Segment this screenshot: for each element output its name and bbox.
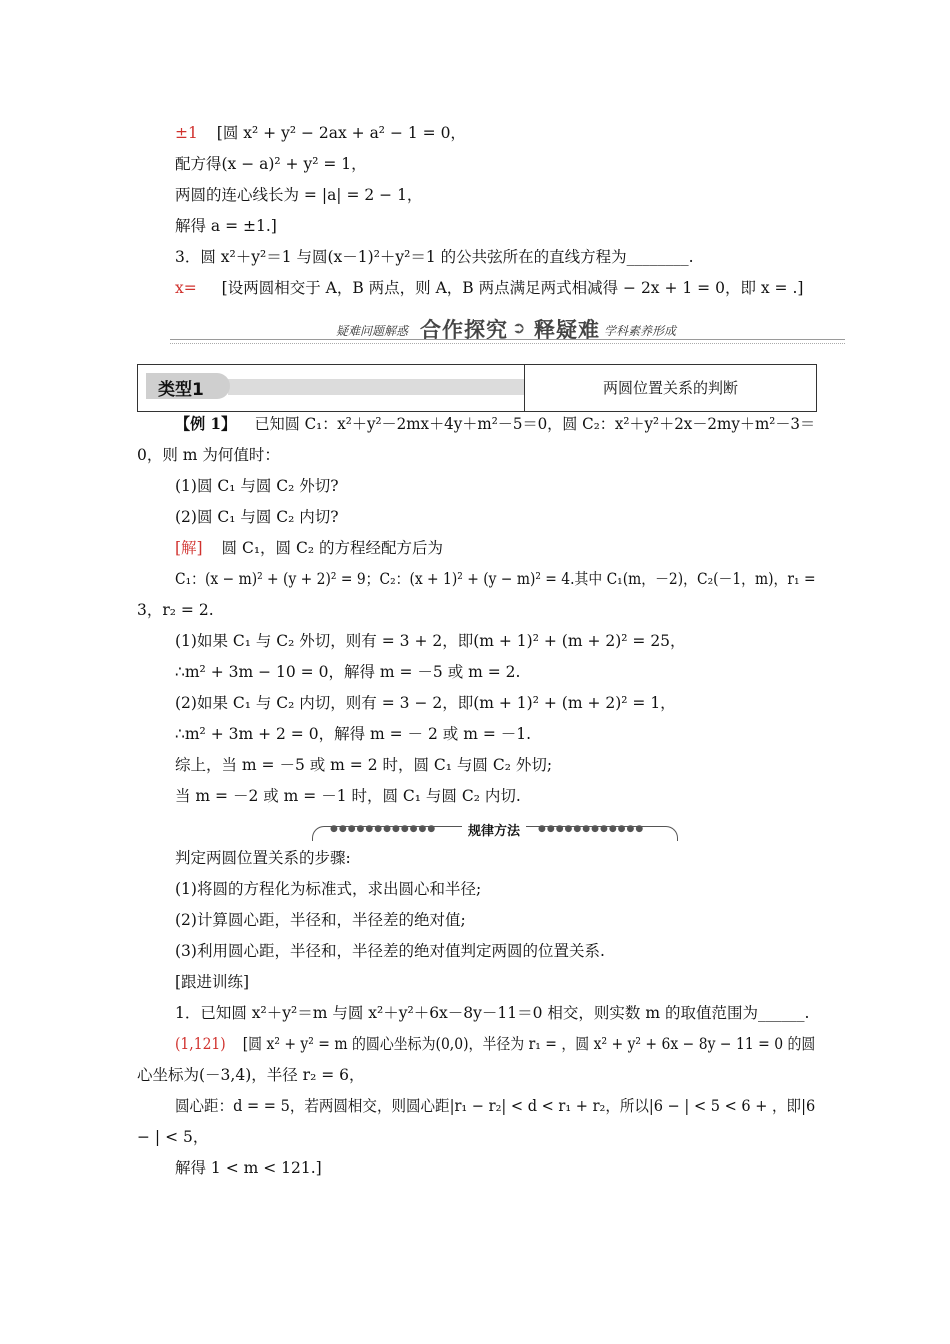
question-3: 3．圆 x²＋y²＝1 与圆(x－1)²＋y²＝1 的公共弦所在的直线方程为________. [175, 248, 694, 266]
answer-value: x= [175, 279, 197, 297]
method-line-1: (1)将圆的方程化为标准式，求出圆心和半径; [175, 880, 482, 898]
example-part-1: (1)圆 C₁ 与圆 C₂ 外切? [175, 477, 339, 495]
answer-line-4: 解得 a = ±1.] [175, 217, 277, 235]
banner-left-caption: 疑难问题解惑 [336, 324, 409, 338]
solution-label: [解] [175, 539, 203, 557]
solution-line-5: ∴m² + 3m − 10 = 0，解得 m = －5 或 m = 2. [175, 663, 521, 681]
answer-value: ±1 [175, 124, 198, 142]
method-line-2: (2)计算圆心距，半径和，半径差的绝对值; [175, 911, 466, 929]
solution-line-4: (1)如果 C₁ 与 C₂ 外切，则有 = 3 + 2，即(m + 1)² + (m + 2)² = 25， [175, 632, 686, 650]
practice-answer-line-3: 圆心距：d = = 5，若两圆相交，则圆心距|r₁ − r₂| < d < r₁ + r₂，所以|6 − | < 5 < 6 + ，即|6 [175, 1097, 816, 1115]
banner-rule [170, 339, 845, 340]
type-title: 两圆位置关系的判断 [602, 379, 738, 397]
type-tag: 类型1 [158, 380, 204, 400]
banner-title-a: 合作探究 [420, 318, 508, 342]
section-banner [170, 314, 845, 344]
solution-text: 圆 C₁，圆 C₂ 的方程经配方后为 [221, 539, 443, 557]
method-line-3: (3)利用圆心距，半径和，半径差的绝对值判定两圆的位置关系. [175, 942, 605, 960]
example-part-2: (2)圆 C₁ 与圆 C₂ 内切? [175, 508, 339, 526]
banner-right-caption: 学科素养形成 [604, 324, 677, 338]
practice-question-1: 1．已知圆 x²＋y²＝m 与圆 x²＋y²＋6x－8y－11＝0 相交，则实数 m 的取值范围为______. [175, 1004, 810, 1022]
type-tag-area [138, 365, 524, 411]
banner-title-b: 释疑难 [534, 318, 600, 342]
solution-line-7: ∴m² + 3m + 2 = 0，解得 m = － 2 或 m = －1. [175, 725, 532, 743]
example-text: 已知圆 C₁：x²＋y²－2mx＋4y＋m²－5＝0，圆 C₂：x²＋y²＋2x－2my＋m²－3＝ [254, 415, 816, 433]
solution-line-8: 综上，当 m = －5 或 m = 2 时，圆 C₁ 与圆 C₂ 外切; [175, 756, 553, 774]
practice-answer-line-2: 心坐标为(－3,4)，半径 r₂ = 6， [137, 1066, 365, 1084]
example-line-1 [175, 414, 815, 434]
answer-3-line [175, 278, 803, 298]
type-band [228, 379, 524, 395]
practice-answer-value: (1,121) [175, 1035, 226, 1053]
solution-line-3: 3，r₂ = 2. [137, 601, 214, 619]
solution-line-1 [175, 538, 443, 558]
answer-text: [设两圆相交于 A，B 两点，则 A，B 两点满足两式相减得 − 2x + 1 = 0，即 x = .] [221, 279, 804, 297]
solution-line-6: (2)如果 C₁ 与 C₂ 内切，则有 = 3 − 2，即(m + 1)² + (m + 2)² = 1， [175, 694, 676, 712]
answer-text: [圆 x² + y² − 2ax + a² − 1 = 0， [216, 124, 466, 142]
practice-answer-line-5: 解得 1 < m < 121.] [175, 1159, 322, 1177]
method-dots-right-icon: ●●●●●●●●●●●● [538, 824, 645, 834]
banner-rule-dotted [170, 343, 845, 344]
example-label: 【例 1】 [175, 414, 237, 433]
solution-line-2: C₁：(x − m)² + (y + 2)² = 9；C₂：(x + 1)² + (y − m)² = 4.其中 C₁(m，－2)，C₂(－1，m)，r₁ = [175, 570, 816, 588]
answer-line-1 [175, 123, 466, 143]
method-header [312, 820, 678, 842]
answer-line-2: 配方得(x − a)² + y² = 1， [175, 155, 367, 173]
practice-label: [跟进训练] [175, 973, 250, 991]
solution-line-9: 当 m = －2 或 m = －1 时，圆 C₁ 与圆 C₂ 内切. [175, 787, 521, 805]
practice-answer-text: [圆 x² + y² = m 的圆心坐标为(0,0)，半径为 r₁ = ，圆 x² + y² + 6x − 8y − 11 = 0 的圆 [242, 1035, 816, 1053]
answer-line-3: 两圆的连心线长为 = |a| = 2 − 1， [175, 186, 423, 204]
banner-arrow-icon: ➲ [512, 318, 526, 337]
method-label: 规律方法 [462, 820, 526, 839]
method-dots-left-icon: ●●●●●●●●●●●● [330, 824, 437, 834]
method-line-0: 判定两圆位置关系的步骤: [175, 849, 351, 867]
type-header-box [137, 364, 817, 412]
practice-answer-line-4: − | < 5， [137, 1128, 209, 1146]
practice-answer-line-1 [175, 1034, 815, 1054]
example-line-2: 0，则 m 为何值时： [137, 446, 280, 464]
